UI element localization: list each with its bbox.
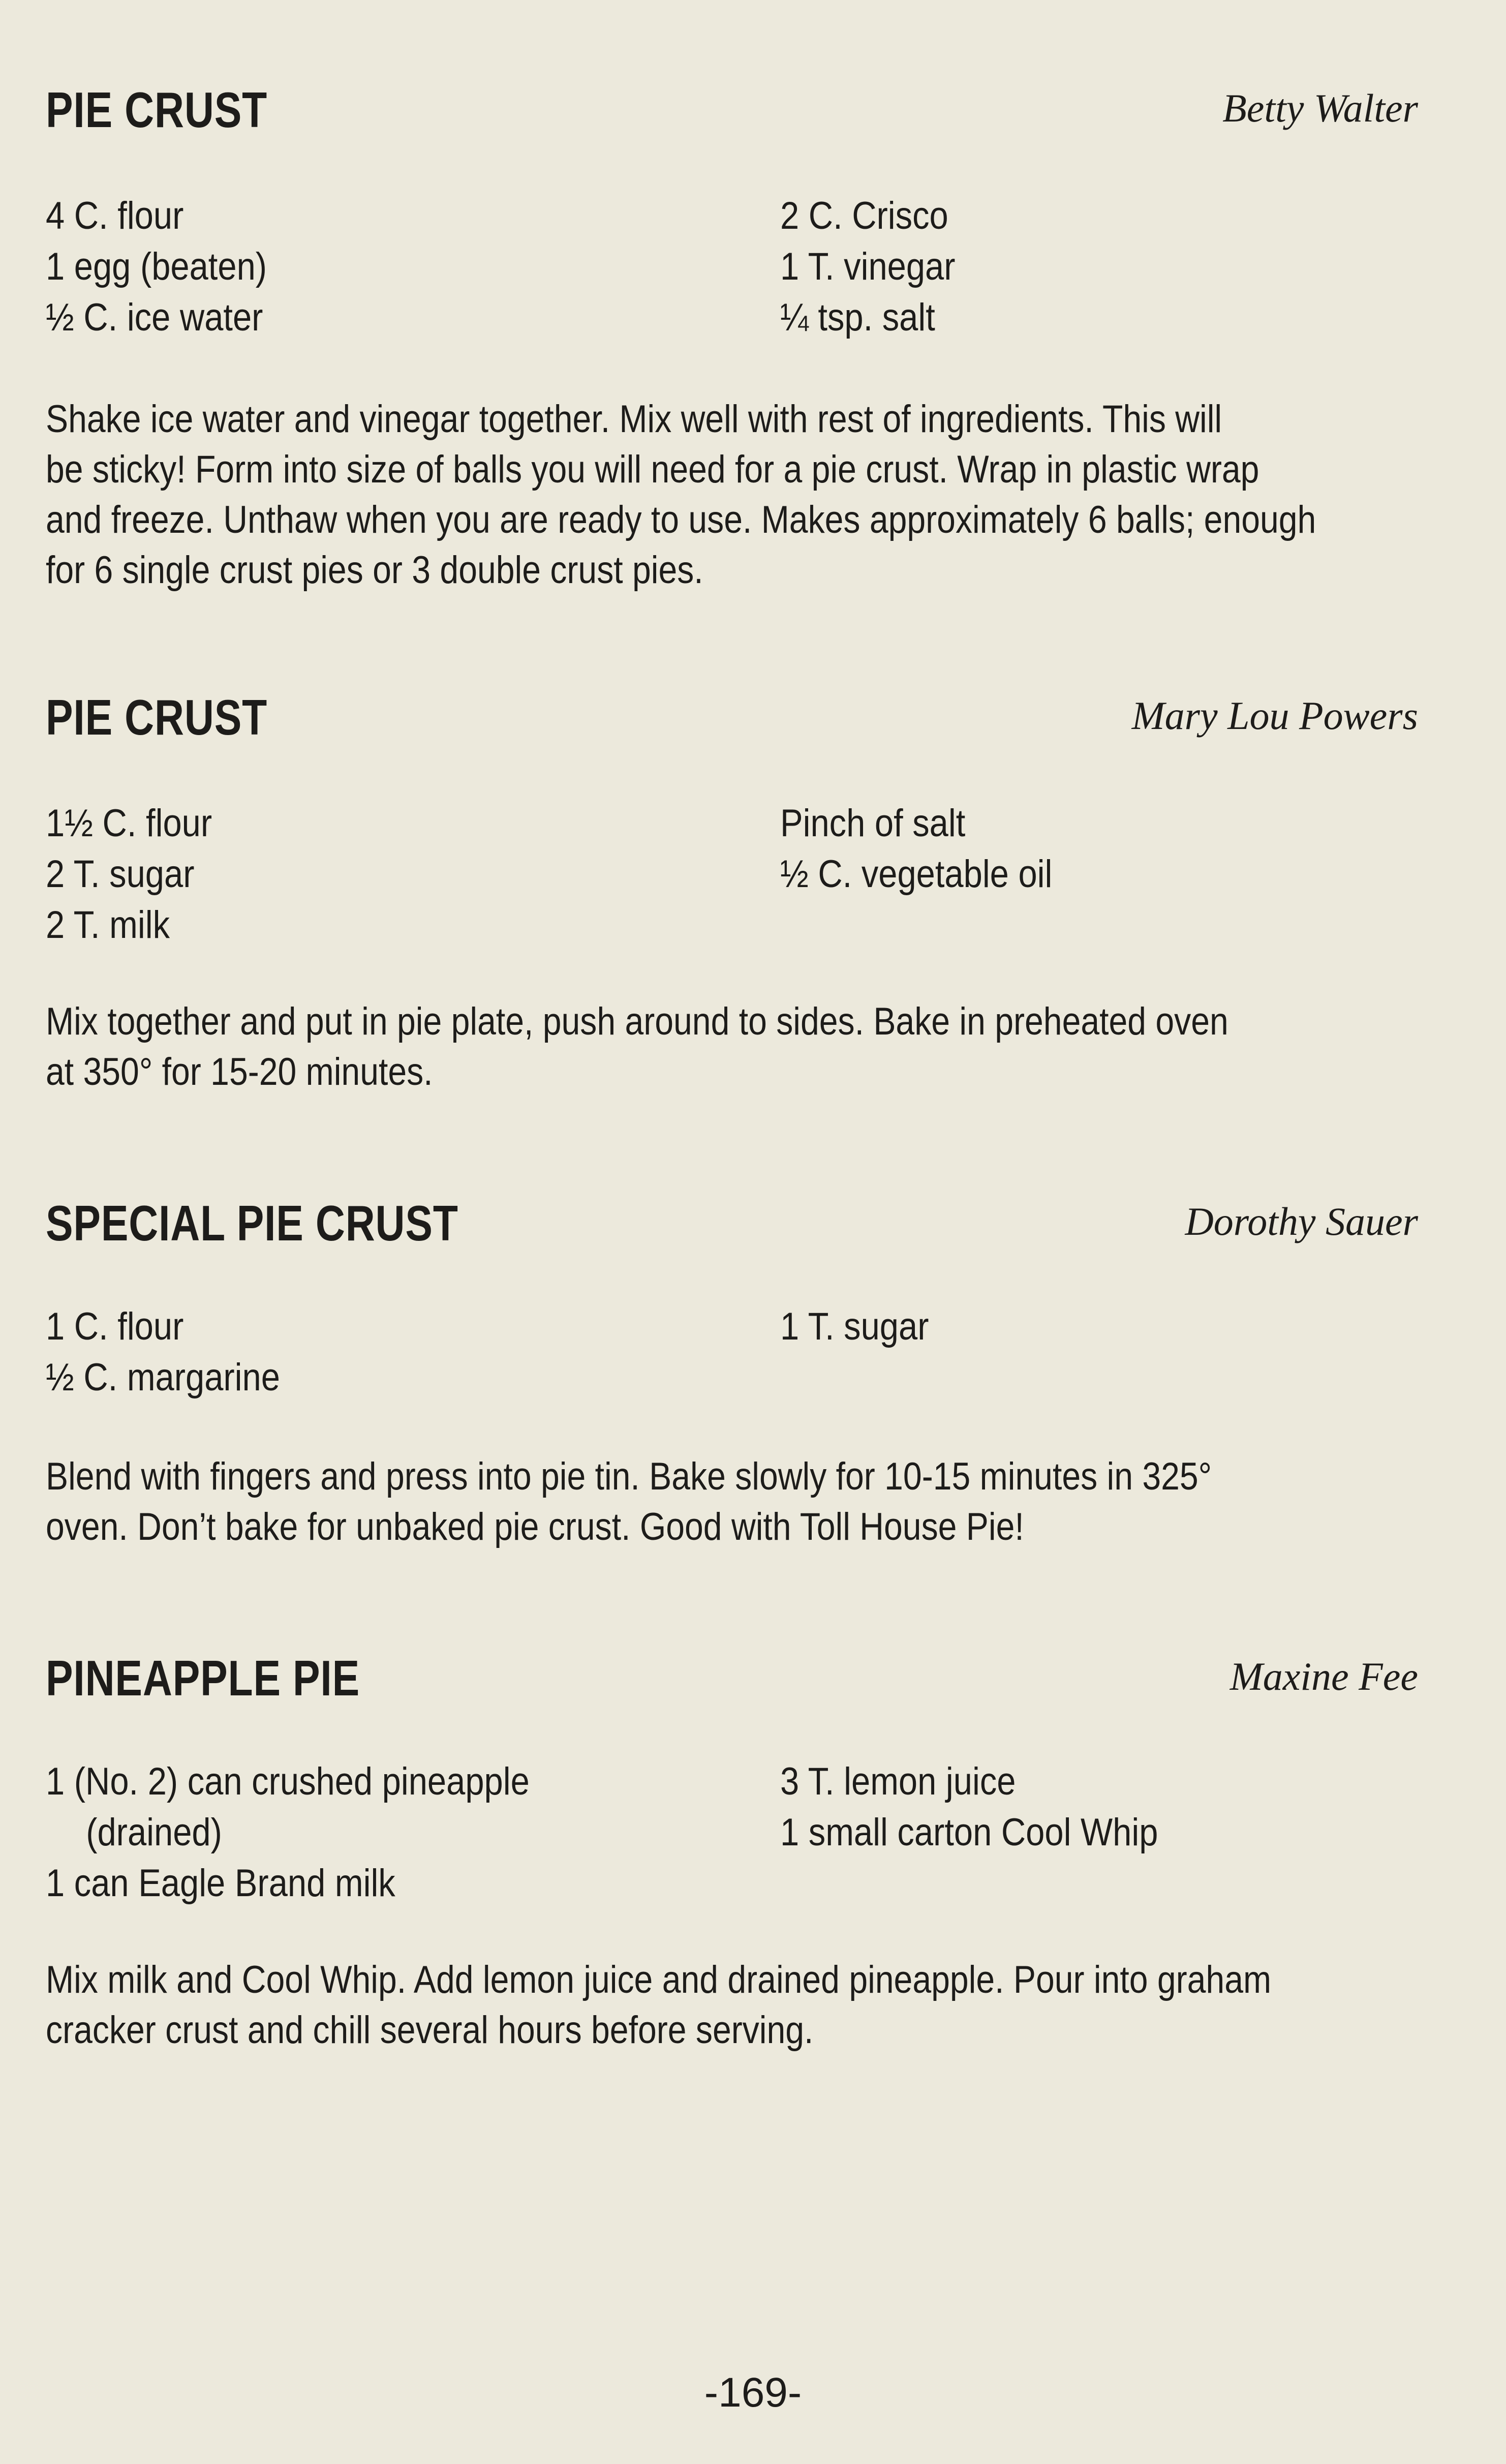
ingredient: (drained) [86, 1811, 222, 1854]
recipe-pie-crust-powers [46, 689, 1418, 1096]
ingredient: 1 T. sugar [780, 1305, 929, 1348]
ingredient: ½ C. vegetable oil [780, 853, 1053, 896]
recipe-instructions [46, 996, 1417, 1097]
recipe-title: PIE CRUST [46, 82, 268, 138]
ingredient: 3 T. lemon juice [780, 1760, 1016, 1803]
instruction-line: oven. Don’t bake for unbaked pie crust. Good with Toll House Pie! [46, 1505, 1024, 1548]
ingredient: 2 T. milk [46, 903, 170, 947]
ingredients-right [780, 798, 1089, 900]
ingredient: Pinch of salt [780, 802, 966, 845]
recipe-title: SPECIAL PIE CRUST [46, 1195, 458, 1251]
ingredient: 1½ C. flour [46, 802, 212, 845]
ingredient: 1 C. flour [46, 1305, 184, 1348]
recipe-author: Maxine Fee [1230, 1654, 1418, 1698]
ingredient: 2 C. Crisco [780, 194, 948, 237]
ingredient: 2 T. sugar [46, 853, 195, 896]
ingredient: 1 can Eagle Brand milk [46, 1862, 395, 1905]
recipe-instructions [46, 1451, 1417, 1552]
recipe-title: PINEAPPLE PIE [46, 1650, 360, 1706]
recipe-author: Mary Lou Powers [1131, 693, 1418, 738]
ingredient: 4 C. flour [46, 194, 184, 237]
ingredients-right [780, 1301, 949, 1352]
instruction-line: Shake ice water and vinegar together. Mix well with rest of ingredients. This will [46, 398, 1222, 441]
ingredients-left [46, 1301, 312, 1403]
instruction-line: Mix together and put in pie plate, push around to sides. Bake in preheated oven [46, 1000, 1228, 1043]
ingredient: 1 (No. 2) can crushed pineapple [46, 1760, 530, 1803]
ingredients-right [780, 191, 979, 343]
ingredients-left [46, 1756, 596, 1909]
instruction-line: at 350° for 15-20 minutes. [46, 1050, 433, 1093]
recipe-pineapple-pie [46, 1650, 1418, 2097]
recipe-author: Betty Walter [1222, 86, 1418, 130]
instruction-line: and freeze. Unthaw when you are ready to use. Makes approximately 6 balls; enough [46, 498, 1316, 541]
ingredient: ½ C. ice water [46, 296, 263, 339]
ingredient: ¼ tsp. salt [780, 296, 935, 339]
recipe-special-pie-crust [46, 1195, 1418, 1550]
ingredients-left [46, 191, 297, 343]
recipe-title: PIE CRUST [46, 689, 268, 745]
instruction-line: Mix milk and Cool Whip. Add lemon juice and drained pineapple. Pour into graham [46, 1958, 1272, 2001]
instruction-line: cracker crust and chill several hours before serving. [46, 2009, 814, 2052]
ingredients-left [46, 798, 235, 951]
ingredients-right [780, 1756, 1210, 1858]
ingredient: 1 egg (beaten) [46, 245, 267, 288]
recipe-instructions [46, 1955, 1417, 2055]
recipe-pie-crust-walter [46, 81, 1418, 600]
ingredient: 1 T. vinegar [780, 245, 956, 288]
recipe-author: Dorothy Sauer [1185, 1199, 1418, 1243]
instruction-line: for 6 single crust pies or 3 double crust pies. [46, 549, 703, 592]
recipe-instructions [46, 394, 1417, 595]
instruction-line: be sticky! Form into size of balls you will need for a pie crust. Wrap in plastic wrap [46, 448, 1259, 491]
ingredient: ½ C. margarine [46, 1356, 280, 1399]
page-number: -169- [704, 2369, 802, 2416]
ingredient: 1 small carton Cool Whip [780, 1811, 1158, 1854]
instruction-line: Blend with fingers and press into pie tin. Bake slowly for 10-15 minutes in 325° [46, 1455, 1212, 1498]
